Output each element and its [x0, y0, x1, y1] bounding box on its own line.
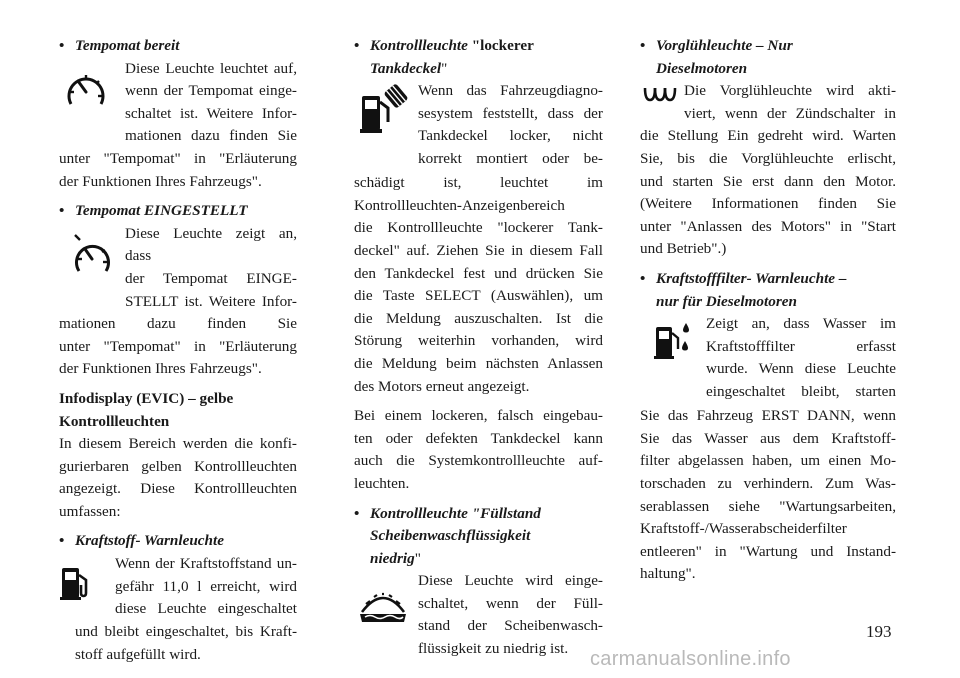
- glow-plug-heading: • Vorglühleuchte – Nur Dieselmotoren: [640, 35, 896, 80]
- text-line: der Tempomat EINGE-: [125, 269, 297, 287]
- text-line: ten oder defekten Tankdeckel kann: [354, 429, 603, 447]
- text-line: Kraftstofffilter erfasst: [706, 337, 896, 355]
- text-line: der Funktionen Ihres Fahrzeugs".: [59, 172, 262, 190]
- text-line: und Betrieb".): [640, 240, 727, 258]
- loose-cap-note: [354, 405, 603, 495]
- column-left: [59, 35, 297, 666]
- cruise-set-heading: • Tempomat EINGESTELLT: [59, 200, 297, 223]
- text-line: Kontrollleuchten-Anzeigenbereich: [354, 196, 565, 214]
- text-line: leuchten.: [354, 474, 410, 492]
- cruise-ready-heading: • Tempomat bereit: [59, 35, 297, 58]
- glow-plug-block: [640, 80, 896, 261]
- speedometer-icon: [59, 58, 125, 126]
- text-line: der Funktionen Ihres Fahrzeugs".: [59, 360, 262, 378]
- text-line: die Kontrollleuchte "lockerer Tank-: [354, 219, 603, 237]
- text-line: Sie, bis die Vorglühleuchte erlischt,: [640, 149, 896, 167]
- text-line: sesystem feststellt, dass der: [418, 104, 603, 122]
- text-line: filter abgelassen haben, um einen Mo-: [640, 452, 896, 470]
- text-line: des Motors erneut angezeigt.: [354, 377, 530, 395]
- text-line: eingeschaltet bleibt, starten: [706, 382, 896, 400]
- text-line: torschaden zu verhindern. Zum Was-: [640, 474, 896, 492]
- text-line: die Stellung Ein gedreht wird. Warten: [640, 127, 896, 145]
- text-line: Diese Leuchte zeigt an, dass: [125, 224, 297, 265]
- text-line: stand der Scheibenwasch-: [418, 617, 603, 635]
- text-line: und starten Sie erst dann den Motor.: [640, 172, 896, 190]
- text-line: schaltet, wenn der Füll-: [418, 594, 603, 612]
- evic-paragraph: [59, 433, 297, 523]
- fuel-warning-heading: • Kraftstoff- Warnleuchte: [59, 530, 297, 553]
- text-line: die Meldung beim nächsten Anlassen: [354, 354, 603, 372]
- washer-fluid-block: [354, 570, 603, 660]
- text-line: Kraftstoff-/Wasserabscheiderfilter: [640, 520, 847, 538]
- text-line: haltung".: [640, 565, 696, 583]
- text-line: korrekt montiert oder be-: [418, 149, 603, 167]
- text-line: unter "Tempomat" in "Erläuterung: [59, 149, 297, 167]
- text-line: diese Leuchte eingeschaltet: [115, 600, 297, 618]
- text-line: Die Vorglühleuchte wird akti-: [684, 82, 896, 100]
- text-line: (Weitere Informationen finden Sie: [640, 195, 896, 213]
- text-line: schädigt ist, leuchtet im: [354, 174, 603, 192]
- text-line: Bei einem lockeren, falsch eingebau-: [354, 407, 603, 425]
- speedometer-set-icon: [59, 223, 125, 291]
- text-line: In diesem Bereich werden die konfi-: [59, 435, 297, 453]
- text-line: Zeigt an, dass Wasser im: [706, 315, 896, 333]
- text-line: die Meldung auszuschalten. Ist die: [354, 309, 603, 327]
- text-line: gefähr 11,0 l erreicht, wird: [115, 577, 297, 595]
- text-line: gurierbaren gelben Kontrollleuchten: [59, 457, 297, 475]
- text-line: Sie das Fahrzeug ERST DANN, wenn: [640, 407, 896, 425]
- page-number: 193: [866, 622, 892, 641]
- text-line: STELLT ist. Weitere Infor-: [125, 292, 297, 310]
- water-in-fuel-heading: • Kraftstofffilter- Warnleuchte – nur für Dieselmotoren: [640, 268, 896, 313]
- loose-fuel-cap-icon: [354, 80, 418, 172]
- text-line: den Tankdeckel fest und drücken Sie: [354, 264, 603, 282]
- text-line: mationen dazu finden Sie: [59, 315, 297, 333]
- text-line: auch die Systemkontrollleuchte auf-: [354, 452, 603, 470]
- text-line: stoff aufgefüllt wird.: [75, 645, 201, 663]
- text-line: und bleibt eingeschaltet, bis Kraft-: [75, 623, 297, 641]
- text-line: flüssigkeit zu niedrig ist.: [418, 640, 569, 658]
- water-in-fuel-icon: [640, 313, 706, 405]
- column-middle: [354, 35, 603, 661]
- text-line: Diese Leuchte wird einge-: [418, 572, 603, 590]
- text-line: Wenn der Kraftstoffstand un-: [115, 555, 297, 573]
- text-line: schaltet ist. Weitere Infor-: [125, 104, 297, 122]
- loose-cap-heading: • Kontrollleuchte "lockerer Tankdeckel": [354, 35, 603, 80]
- cruise-ready-block: [59, 58, 297, 194]
- text-line: Tankdeckel locker, nicht: [418, 127, 603, 145]
- watermark: carmanualsonline.info: [590, 648, 791, 670]
- washer-fluid-icon: [354, 570, 418, 650]
- text-line: wurde. Wenn diese Leuchte: [706, 360, 896, 378]
- text-line: entleeren" in "Wartung und Instand-: [640, 542, 896, 560]
- text-line: wenn der Tempomat einge-: [125, 82, 297, 100]
- text-line: unter "Tempomat" in "Erläuterung: [59, 337, 297, 355]
- evic-heading: Infodisplay (EVIC) – gelbe Kontrollleuchten: [59, 389, 234, 430]
- loose-cap-block: [354, 80, 603, 398]
- text-line: Wenn das Fahrzeugdiagno-: [418, 82, 603, 100]
- text-line: Sie das Wasser aus dem Kraftstoff-: [640, 429, 896, 447]
- text-line: viert, wenn der Zündschalter in: [684, 104, 896, 122]
- glow-plug-icon: [640, 80, 684, 124]
- text-line: umfassen:: [59, 502, 121, 520]
- text-line: unter "Anlassen des Motors" in "Start: [640, 217, 896, 235]
- fuel-pump-icon: [59, 553, 115, 621]
- fuel-warning-block: [59, 553, 297, 666]
- washer-fluid-heading: • Kontrollleuchte "Füllstand Scheibenwaschflüssigkeit niedrig": [354, 503, 603, 571]
- text-line: mationen dazu finden Sie: [125, 127, 297, 145]
- cruise-set-block: [59, 223, 297, 381]
- text-line: angezeigt. Diese Kontrollleuchten: [59, 480, 297, 498]
- water-in-fuel-block: [640, 313, 896, 586]
- text-line: serablassen siehe "Wartungsarbeiten,: [640, 497, 896, 515]
- text-line: deckel" auf. Ziehen Sie in diesem Fall: [354, 241, 603, 259]
- text-line: Störung weiterhin vorhanden, wird: [354, 332, 603, 350]
- column-right: [640, 35, 896, 586]
- text-line: Diese Leuchte leuchtet auf,: [125, 59, 297, 77]
- text-line: die Taste SELECT (Auswählen), um: [354, 287, 603, 305]
